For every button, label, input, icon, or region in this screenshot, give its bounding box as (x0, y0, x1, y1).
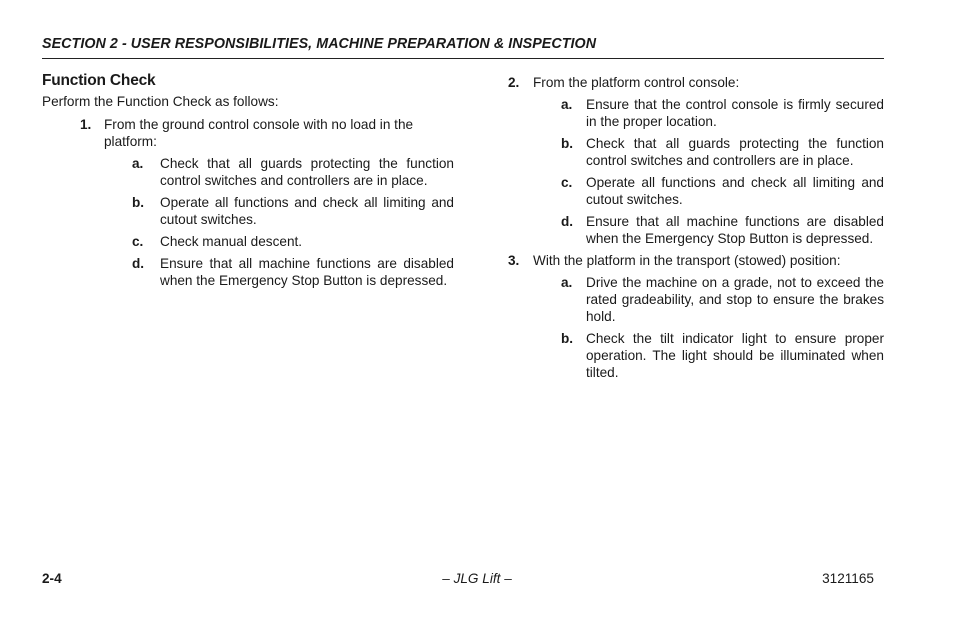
step-3-subitems (533, 274, 884, 381)
sub-letter: a. (561, 97, 573, 112)
section-header (42, 34, 884, 59)
step-2-subitems (533, 96, 884, 247)
sub-item (561, 274, 884, 325)
step-number: 1. (80, 117, 92, 132)
sub-item (132, 255, 454, 289)
document-number: 3121165 (822, 571, 874, 586)
sub-text: Check manual descent. (160, 234, 303, 249)
step-number: 3. (508, 253, 520, 268)
sub-letter: d. (132, 256, 145, 271)
sub-text: Check the tilt indicator light to ensure proper operation. The light should be illuminated when tilted. (586, 331, 884, 380)
sub-letter: c. (132, 234, 144, 249)
left-column (42, 72, 454, 294)
step-3 (508, 252, 884, 381)
section-title: SECTION 2 - USER RESPONSIBILITIES, MACHINE PREPARATION & INSPECTION (42, 36, 597, 52)
intro-text: Perform the Function Check as follows: (42, 94, 279, 109)
step-text: With the platform in the transport (stowed) position: (533, 253, 841, 268)
step-2 (508, 74, 884, 247)
sub-item (561, 174, 884, 208)
sub-letter: d. (561, 214, 574, 229)
step-1-subitems (104, 155, 454, 289)
sub-letter: a. (561, 275, 573, 290)
sub-text: Ensure that all machine functions are disabled when the Emergency Stop Button is depressed. (586, 214, 884, 246)
step-text: From the platform control console: (533, 75, 740, 90)
step-number: 2. (508, 75, 520, 90)
step-text: From the ground control console with no load in the platform: (104, 117, 414, 149)
right-column (508, 74, 884, 386)
sub-letter: b. (132, 195, 145, 210)
sub-text: Ensure that all machine functions are disabled when the Emergency Stop Button is depressed. (160, 256, 454, 288)
sub-item (132, 233, 454, 250)
sub-letter: a. (132, 156, 144, 171)
sub-item (132, 155, 454, 189)
sub-text: Operate all functions and check all limiting and cutout switches. (586, 175, 884, 207)
sub-text: Check that all guards protecting the function control switches and controllers are in place. (160, 156, 454, 188)
sub-letter: c. (561, 175, 573, 190)
sub-letter: b. (561, 136, 574, 151)
step-1 (42, 116, 454, 289)
sub-item (561, 96, 884, 130)
sub-text: Check that all guards protecting the function control switches and controllers are in place. (586, 136, 884, 168)
sub-text: Drive the machine on a grade, not to exceed the rated gradeability, and stop to ensure the brakes hold. (586, 275, 884, 324)
sub-text: Ensure that the control console is firmly secured in the proper location. (586, 97, 884, 129)
sub-letter: b. (561, 331, 574, 346)
page-number: 2-4 (42, 571, 62, 586)
sub-item (561, 213, 884, 247)
sub-item (561, 330, 884, 381)
sub-text: Operate all functions and check all limiting and cutout switches. (160, 195, 454, 227)
sub-item (561, 135, 884, 169)
function-check-heading: Function Check (42, 72, 156, 89)
footer-brand: – JLG Lift – (442, 571, 512, 586)
sub-item (132, 194, 454, 228)
